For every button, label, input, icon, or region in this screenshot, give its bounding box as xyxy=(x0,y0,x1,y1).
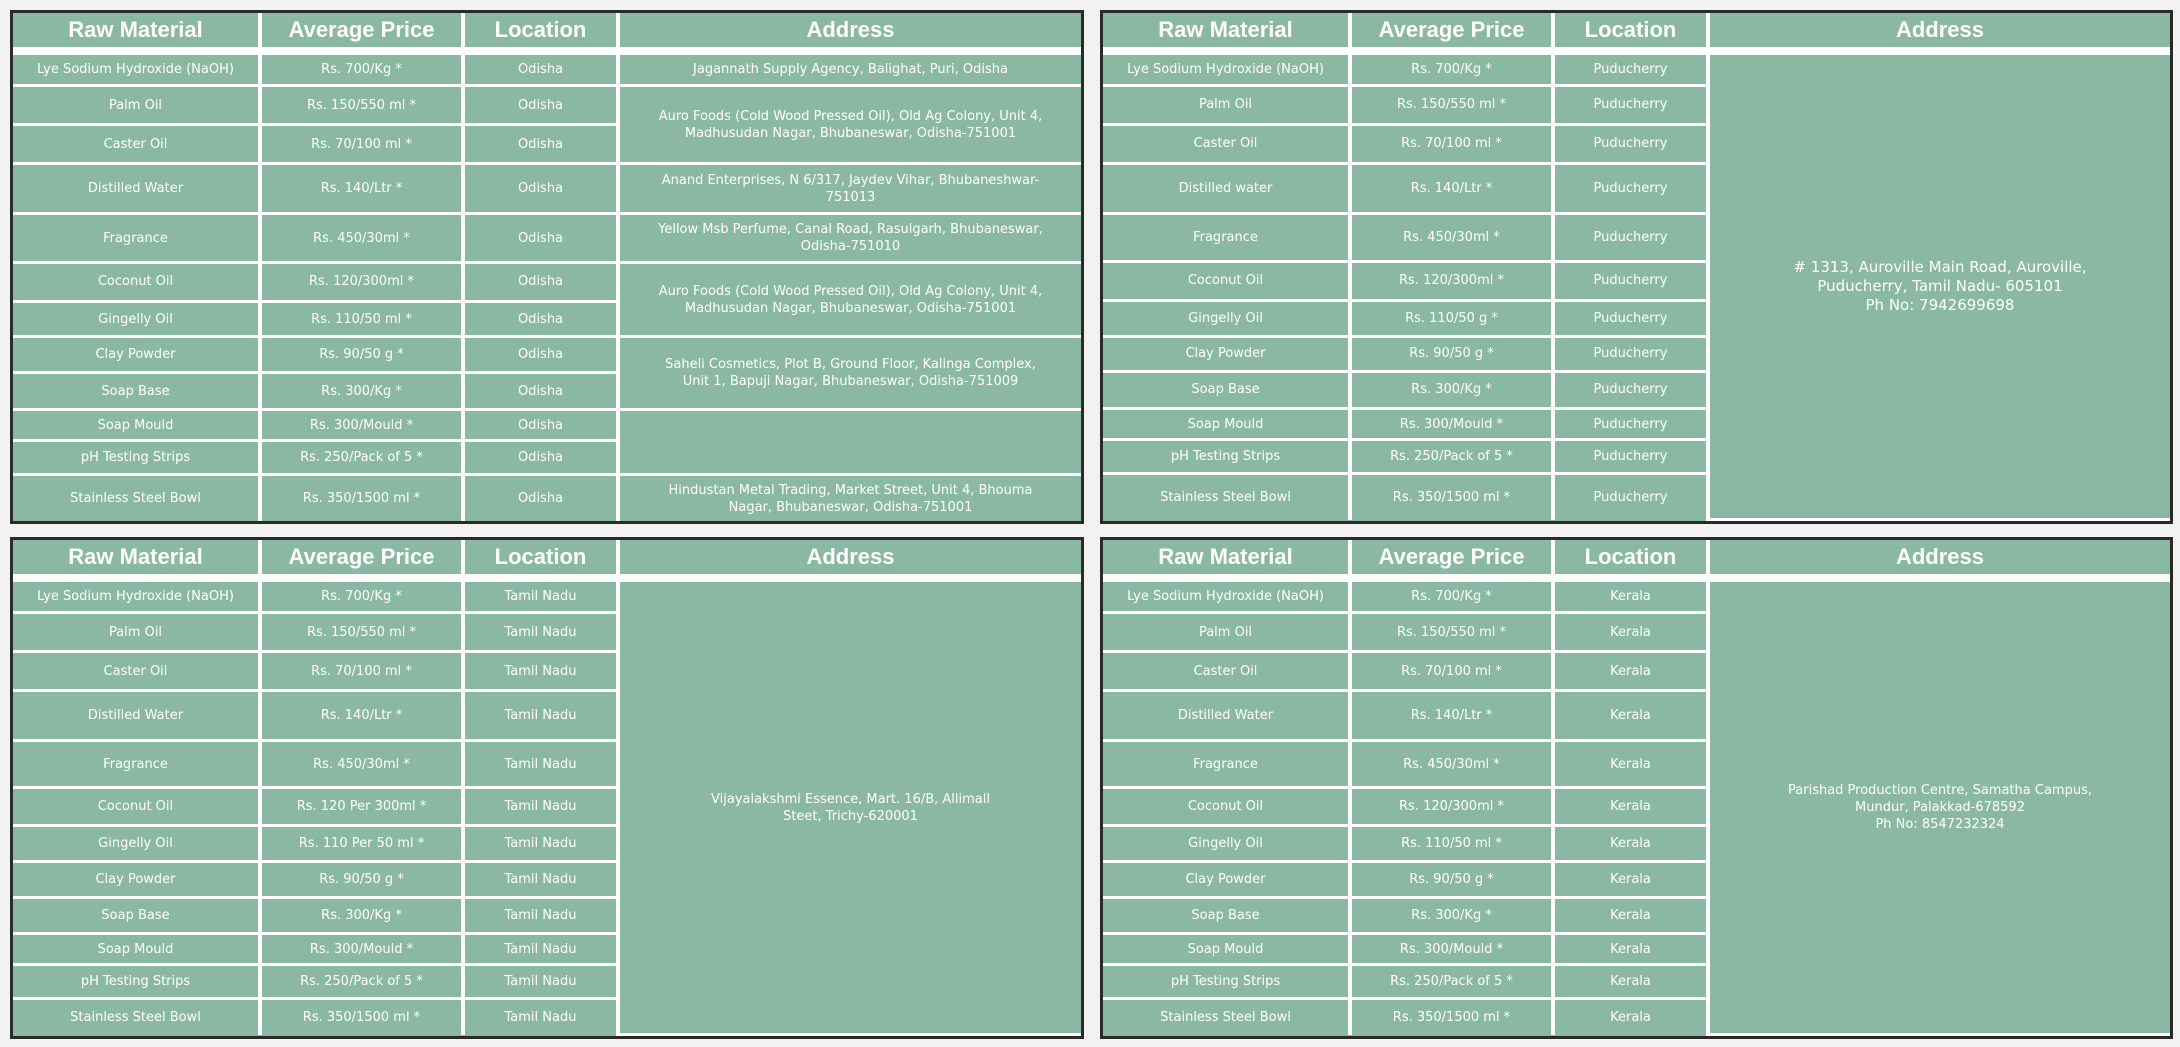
material-cell: Palm Oil xyxy=(13,613,260,652)
location-cell: Tamil Nadu xyxy=(463,826,618,862)
price-cell: Rs. 300/Mould * xyxy=(260,933,463,965)
material-cell: Clay Powder xyxy=(13,337,260,373)
material-cell: Caster Oil xyxy=(13,125,260,164)
address-line: Puducherry, Tamil Nadu- 605101 xyxy=(1817,277,2063,295)
price-cell: Rs. 300/Mould * xyxy=(260,409,463,441)
raw-material-header: Raw Material xyxy=(1103,540,1350,578)
raw-material-header: Raw Material xyxy=(13,13,260,51)
location-cell: Tamil Nadu xyxy=(463,933,618,965)
material-cell: Fragrance xyxy=(13,740,260,787)
header-row xyxy=(1103,540,2170,578)
price-cell: Rs. 300/Mould * xyxy=(1350,933,1553,965)
location-cell: Odisha xyxy=(463,262,618,301)
phone-number: Ph No: 7942699698 xyxy=(1865,296,2015,314)
material-cell: Gingelly Oil xyxy=(13,301,260,337)
location-cell: Puducherry xyxy=(1553,372,1708,409)
location-cell: Puducherry xyxy=(1553,86,1708,125)
material-cell: Soap Mould xyxy=(1103,408,1350,439)
price-cell: Rs. 110 Per 50 ml * xyxy=(260,826,463,862)
location-header: Location xyxy=(463,13,618,51)
location-cell: Puducherry xyxy=(1553,440,1708,474)
phone-number: Ph No: 8547232324 xyxy=(1875,817,2005,832)
puducherry-supplier-table xyxy=(1100,10,2173,524)
price-cell: Rs. 300/Kg * xyxy=(1350,897,1553,933)
price-cell: Rs. 350/1500 ml * xyxy=(260,475,463,521)
address-cell: Anand Enterprises, N 6/317, Jaydev Vihar, Bhubaneshwar-751013 xyxy=(618,163,1081,213)
price-cell: Rs. 350/1500 ml * xyxy=(1350,473,1553,519)
header-row xyxy=(13,540,1081,578)
price-cell: Rs. 140/Ltr * xyxy=(260,163,463,213)
price-cell: Rs. 250/Pack of 5 * xyxy=(260,965,463,999)
location-cell: Tamil Nadu xyxy=(463,788,618,826)
location-cell: Odisha xyxy=(463,475,618,521)
price-cell: Rs. 350/1500 ml * xyxy=(1350,999,1553,1035)
price-cell: Rs. 300/Mould * xyxy=(1350,408,1553,439)
price-cell: Rs. 150/550 ml * xyxy=(260,86,463,125)
material-cell: Clay Powder xyxy=(13,862,260,898)
location-cell: Odisha xyxy=(463,125,618,164)
location-cell: Odisha xyxy=(463,441,618,475)
location-cell: Kerala xyxy=(1553,933,1708,965)
material-cell: Coconut Oil xyxy=(13,788,260,826)
location-cell: Tamil Nadu xyxy=(463,691,618,741)
location-cell: Puducherry xyxy=(1553,473,1708,519)
location-header: Location xyxy=(1553,13,1708,51)
location-cell: Odisha xyxy=(463,409,618,441)
location-cell: Odisha xyxy=(463,214,618,262)
price-cell: Rs. 110/50 ml * xyxy=(1350,826,1553,862)
price-cell: Rs. 150/550 ml * xyxy=(1350,613,1553,652)
price-cell: Rs. 150/550 ml * xyxy=(1350,86,1553,125)
location-cell: Kerala xyxy=(1553,691,1708,741)
table-row xyxy=(13,578,1081,613)
material-cell: Gingelly Oil xyxy=(1103,826,1350,862)
tamil-nadu-supplier-table xyxy=(10,537,1084,1039)
average-price-header: Average Price xyxy=(260,540,463,578)
header-row xyxy=(1103,13,2170,51)
price-cell: Rs. 450/30ml * xyxy=(1350,740,1553,787)
price-cell: Rs. 700/Kg * xyxy=(260,51,463,86)
table-row xyxy=(13,86,1081,125)
address-line: Steet, Trichy-620001 xyxy=(783,808,918,824)
price-cell: Rs. 140/Ltr * xyxy=(260,691,463,741)
location-cell: Odisha xyxy=(463,373,618,410)
location-cell: Puducherry xyxy=(1553,262,1708,301)
location-cell: Kerala xyxy=(1553,897,1708,933)
material-cell: Coconut Oil xyxy=(1103,262,1350,301)
location-cell: Tamil Nadu xyxy=(463,613,618,652)
price-cell: Rs. 70/100 ml * xyxy=(260,125,463,164)
material-cell: pH Testing Strips xyxy=(1103,965,1350,999)
material-cell: Lye Sodium Hydroxide (NaOH) xyxy=(13,51,260,86)
address-header: Address xyxy=(1708,540,2170,578)
material-cell: Distilled water xyxy=(1103,163,1350,213)
location-header: Location xyxy=(1553,540,1708,578)
location-cell: Puducherry xyxy=(1553,124,1708,163)
location-cell: Kerala xyxy=(1553,652,1708,691)
material-cell: pH Testing Strips xyxy=(1103,440,1350,474)
price-cell: Rs. 120 Per 300ml * xyxy=(260,788,463,826)
price-cell: Rs. 120/300ml * xyxy=(260,262,463,301)
price-cell: Rs. 70/100 ml * xyxy=(1350,124,1553,163)
material-cell: Lye Sodium Hydroxide (NaOH) xyxy=(1103,51,1350,86)
puducherry-table xyxy=(1103,13,2170,521)
location-cell: Tamil Nadu xyxy=(463,965,618,999)
location-cell: Puducherry xyxy=(1553,213,1708,261)
material-cell: Fragrance xyxy=(1103,213,1350,261)
address-cell: Auro Foods (Cold Wood Pressed Oil), Old Ag Colony, Unit 4, Madhusudan Nagar, Bhubaneswar, Odisha-751001 xyxy=(618,262,1081,337)
table-row xyxy=(13,214,1081,262)
material-cell: Clay Powder xyxy=(1103,862,1350,898)
material-cell: Coconut Oil xyxy=(1103,788,1350,826)
kerala-table xyxy=(1103,540,2170,1036)
address-cell xyxy=(618,578,1081,1035)
material-cell: Coconut Oil xyxy=(13,262,260,301)
average-price-header: Average Price xyxy=(1350,540,1553,578)
material-cell: Soap Mould xyxy=(13,933,260,965)
location-cell: Puducherry xyxy=(1553,300,1708,336)
address-header: Address xyxy=(1708,13,2170,51)
material-cell: Fragrance xyxy=(13,214,260,262)
price-cell: Rs. 250/Pack of 5 * xyxy=(1350,440,1553,474)
average-price-header: Average Price xyxy=(1350,13,1553,51)
material-cell: Soap Mould xyxy=(1103,933,1350,965)
location-cell: Puducherry xyxy=(1553,408,1708,439)
table-row xyxy=(13,51,1081,86)
location-cell: Tamil Nadu xyxy=(463,999,618,1035)
address-line: Mundur, Palakkad-678592 xyxy=(1855,800,2025,815)
material-cell: pH Testing Strips xyxy=(13,965,260,999)
price-cell: Rs. 70/100 ml * xyxy=(260,652,463,691)
location-cell: Kerala xyxy=(1553,999,1708,1035)
material-cell: Soap Base xyxy=(13,373,260,410)
address-cell: Auro Foods (Cold Wood Pressed Oil), Old Ag Colony, Unit 4, Madhusudan Nagar, Bhubaneswar, Odisha-751001 xyxy=(618,86,1081,164)
location-cell: Odisha xyxy=(463,337,618,373)
address-cell: Jagannath Supply Agency, Balighat, Puri, Odisha xyxy=(618,51,1081,86)
material-cell: Stainless Steel Bowl xyxy=(1103,473,1350,519)
material-cell: pH Testing Strips xyxy=(13,441,260,475)
address-header: Address xyxy=(618,13,1081,51)
material-cell: Caster Oil xyxy=(13,652,260,691)
location-cell: Odisha xyxy=(463,301,618,337)
location-cell: Odisha xyxy=(463,51,618,86)
price-cell: Rs. 90/50 g * xyxy=(260,337,463,373)
location-header: Location xyxy=(463,540,618,578)
price-cell: Rs. 300/Kg * xyxy=(1350,372,1553,409)
location-cell: Tamil Nadu xyxy=(463,652,618,691)
address-cell xyxy=(1708,51,2170,520)
price-cell: Rs. 300/Kg * xyxy=(260,373,463,410)
material-cell: Soap Base xyxy=(13,897,260,933)
address-cell-empty xyxy=(618,409,1081,474)
location-cell: Puducherry xyxy=(1553,163,1708,213)
address-cell: Hindustan Metal Trading, Market Street, Unit 4, Bhouma Nagar, Bhubaneswar, Odisha-751001 xyxy=(618,475,1081,521)
address-header: Address xyxy=(618,540,1081,578)
material-cell: Gingelly Oil xyxy=(1103,300,1350,336)
location-cell: Kerala xyxy=(1553,613,1708,652)
price-cell: Rs. 250/Pack of 5 * xyxy=(260,441,463,475)
location-cell: Kerala xyxy=(1553,740,1708,787)
material-cell: Stainless Steel Bowl xyxy=(13,475,260,521)
location-cell: Kerala xyxy=(1553,788,1708,826)
table-row xyxy=(1103,578,2170,613)
price-cell: Rs. 70/100 ml * xyxy=(1350,652,1553,691)
material-cell: Caster Oil xyxy=(1103,652,1350,691)
raw-material-header: Raw Material xyxy=(1103,13,1350,51)
table-row xyxy=(13,262,1081,301)
location-cell: Tamil Nadu xyxy=(463,897,618,933)
price-cell: Rs. 450/30ml * xyxy=(260,214,463,262)
location-cell: Tamil Nadu xyxy=(463,862,618,898)
address-line: # 1313, Auroville Main Road, Auroville, xyxy=(1793,258,2087,276)
price-cell: Rs. 120/300ml * xyxy=(1350,788,1553,826)
location-cell: Kerala xyxy=(1553,862,1708,898)
price-cell: Rs. 140/Ltr * xyxy=(1350,163,1553,213)
material-cell: Distilled Water xyxy=(1103,691,1350,741)
location-cell: Kerala xyxy=(1553,826,1708,862)
material-cell: Gingelly Oil xyxy=(13,826,260,862)
table-row xyxy=(13,475,1081,521)
price-cell: Rs. 700/Kg * xyxy=(1350,51,1553,86)
material-cell: Caster Oil xyxy=(1103,124,1350,163)
price-cell: Rs. 700/Kg * xyxy=(1350,578,1553,613)
price-cell: Rs. 250/Pack of 5 * xyxy=(1350,965,1553,999)
address-line: Parishad Production Centre, Samatha Campus, xyxy=(1788,783,2092,798)
address-cell: Yellow Msb Perfume, Canal Road, Rasulgarh, Bhubaneswar, Odisha-751010 xyxy=(618,214,1081,262)
material-cell: Fragrance xyxy=(1103,740,1350,787)
material-cell: Soap Mould xyxy=(13,409,260,441)
price-cell: Rs. 450/30ml * xyxy=(1350,213,1553,261)
material-cell: Lye Sodium Hydroxide (NaOH) xyxy=(13,578,260,613)
odisha-supplier-table xyxy=(10,10,1084,524)
tamil-nadu-table xyxy=(13,540,1081,1036)
material-cell: Soap Base xyxy=(1103,897,1350,933)
material-cell: Stainless Steel Bowl xyxy=(1103,999,1350,1035)
table-row xyxy=(13,409,1081,441)
price-cell: Rs. 140/Ltr * xyxy=(1350,691,1553,741)
price-cell: Rs. 90/50 g * xyxy=(1350,336,1553,372)
address-line: Vijayalakshmi Essence, Mart. 16/B, Allimall xyxy=(711,791,990,807)
average-price-header: Average Price xyxy=(260,13,463,51)
raw-material-header: Raw Material xyxy=(13,540,260,578)
table-row xyxy=(13,337,1081,373)
material-cell: Palm Oil xyxy=(1103,613,1350,652)
price-cell: Rs. 350/1500 ml * xyxy=(260,999,463,1035)
table-row xyxy=(1103,51,2170,86)
table-row xyxy=(13,163,1081,213)
material-cell: Lye Sodium Hydroxide (NaOH) xyxy=(1103,578,1350,613)
price-cell: Rs. 300/Kg * xyxy=(260,897,463,933)
price-cell: Rs. 90/50 g * xyxy=(1350,862,1553,898)
material-cell: Palm Oil xyxy=(13,86,260,125)
price-cell: Rs. 450/30ml * xyxy=(260,740,463,787)
material-cell: Clay Powder xyxy=(1103,336,1350,372)
kerala-supplier-table xyxy=(1100,537,2173,1039)
material-cell: Soap Base xyxy=(1103,372,1350,409)
material-cell: Stainless Steel Bowl xyxy=(13,999,260,1035)
location-cell: Odisha xyxy=(463,86,618,125)
location-cell: Kerala xyxy=(1553,578,1708,613)
location-cell: Odisha xyxy=(463,163,618,213)
material-cell: Palm Oil xyxy=(1103,86,1350,125)
material-cell: Distilled Water xyxy=(13,691,260,741)
price-cell: Rs. 110/50 g * xyxy=(1350,300,1553,336)
header-row xyxy=(13,13,1081,51)
price-cell: Rs. 120/300ml * xyxy=(1350,262,1553,301)
material-cell: Distilled Water xyxy=(13,163,260,213)
price-cell: Rs. 700/Kg * xyxy=(260,578,463,613)
address-cell: Saheli Cosmetics, Plot B, Ground Floor, Kalinga Complex, Unit 1, Bapuji Nagar, Bhubaneswar, Odisha-751009 xyxy=(618,337,1081,410)
location-cell: Tamil Nadu xyxy=(463,740,618,787)
odisha-table xyxy=(13,13,1081,521)
price-cell: Rs. 150/550 ml * xyxy=(260,613,463,652)
location-cell: Kerala xyxy=(1553,965,1708,999)
location-cell: Puducherry xyxy=(1553,336,1708,372)
price-cell: Rs. 110/50 ml * xyxy=(260,301,463,337)
location-cell: Tamil Nadu xyxy=(463,578,618,613)
price-cell: Rs. 90/50 g * xyxy=(260,862,463,898)
location-cell: Puducherry xyxy=(1553,51,1708,86)
address-cell xyxy=(1708,578,2170,1035)
